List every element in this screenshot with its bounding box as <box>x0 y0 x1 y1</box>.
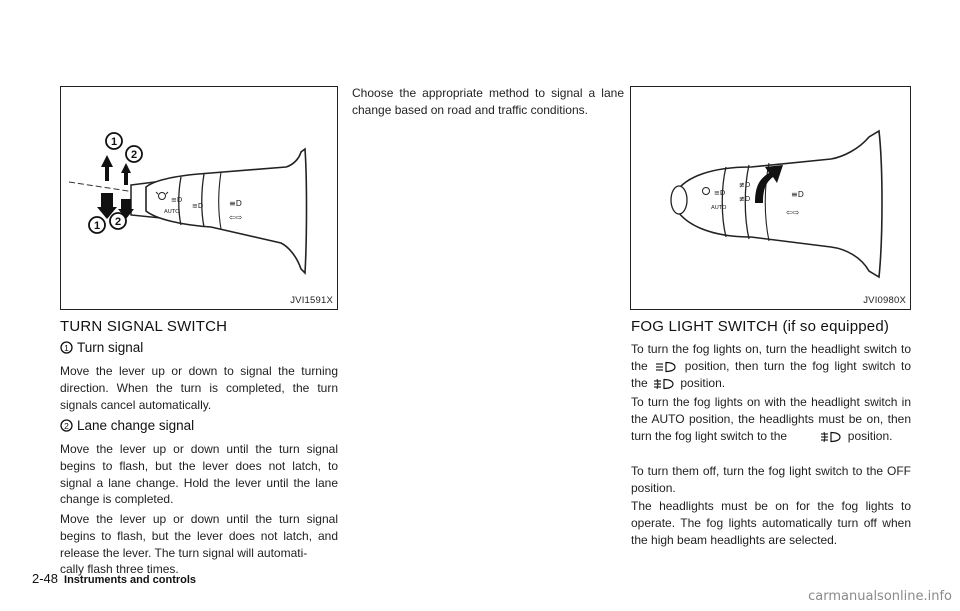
lane-method-paragraph: Choose the appropriate method to signal a lane change based on road and traffic conditions. <box>352 86 624 117</box>
turn-signal-subheading <box>60 340 143 355</box>
turn-signal-paragraph: Move the lever up or down to signal the turning direction. When the turn is completed, the turn signals cancel automatically. <box>60 364 338 412</box>
fog-light-lever-illustration <box>631 87 912 311</box>
svg-text:AUTO: AUTO <box>164 209 180 215</box>
fog-light-icon <box>820 431 842 443</box>
turn-signal-figure <box>60 86 338 310</box>
svg-text:≢D: ≢D <box>739 195 751 203</box>
fog-paragraph-1-text-a: To turn the fog lights on, turn the headlight switch to the <box>631 342 911 373</box>
turn-signal-heading: TURN SIGNAL SWITCH <box>60 318 228 335</box>
svg-text:≡D: ≡D <box>791 190 804 199</box>
svg-text:2: 2 <box>130 149 138 161</box>
fog-paragraph-2 <box>631 394 911 444</box>
chapter-title: Instruments and controls <box>64 574 197 586</box>
figure-code: JVI1591X <box>290 295 333 306</box>
turn-signal-lever-illustration <box>61 87 339 311</box>
fog-light-heading: FOG LIGHT SWITCH (if so equipped) <box>631 318 890 335</box>
figure-code: JVI0980X <box>863 295 906 306</box>
number-1-icon <box>60 341 73 354</box>
svg-text:≡D: ≡D <box>192 202 204 210</box>
headlight-icon <box>655 361 677 373</box>
svg-text:≡D: ≡D <box>229 199 242 208</box>
svg-text:≢D: ≢D <box>739 181 751 189</box>
svg-text:≡D: ≡D <box>171 196 183 204</box>
fog-light-icon <box>653 378 675 390</box>
svg-text:⇦⇨: ⇦⇨ <box>229 213 243 222</box>
svg-text:1: 1 <box>64 343 69 353</box>
callout-1-up <box>104 131 124 151</box>
lane-change-subheading <box>60 418 194 433</box>
fog-paragraph-1 <box>631 341 911 391</box>
fog-light-figure <box>630 86 911 310</box>
number-2-icon <box>60 419 73 432</box>
fog-paragraph-4: The headlights must be on for the fog lights to operate. The fog lights automatically turn off when the high beam headlights are selected. <box>631 499 911 547</box>
svg-text:1: 1 <box>110 136 118 148</box>
callout-2-up <box>124 144 144 164</box>
fog-paragraph-2-text-a: To turn the fog lights on with the headlight switch in the AUTO position, the headlights must be on, then turn the fog light switch to the <box>631 395 911 443</box>
fog-paragraph-1-text-b: position, then turn the fog light switch to the <box>631 358 911 390</box>
svg-text:2: 2 <box>64 421 69 431</box>
svg-text:1: 1 <box>93 220 101 232</box>
fog-paragraph-3: To turn them off, turn the fog light switch to the OFF position. <box>631 464 911 495</box>
watermark: carmanualsonline.info <box>808 589 952 604</box>
lane-change-paragraph-2 <box>60 511 338 578</box>
lane-change-paragraph-2-part-b: cally flash three times. <box>60 562 179 577</box>
svg-text:2: 2 <box>114 216 122 228</box>
fog-paragraph-2-text-b: position. <box>847 428 893 443</box>
lane-change-subheading-text: Lane change signal <box>77 418 195 433</box>
page-footer <box>32 570 196 588</box>
callout-2-down <box>108 211 128 231</box>
svg-text:⇦⇨: ⇦⇨ <box>786 208 800 217</box>
svg-text:AUTO: AUTO <box>711 205 727 211</box>
page-number: 2-48 <box>32 571 59 586</box>
fog-paragraph-1-text-c: position. <box>680 375 726 390</box>
turn-signal-subheading-text: Turn signal <box>77 340 144 355</box>
callout-1-down <box>87 215 107 235</box>
lane-change-paragraph-2-part-a: Move the lever up or down until the turn signal begins to flash, but the lever does not latch, and release the lever. The turn signal will automati- <box>60 512 338 560</box>
lane-change-paragraph-1: Move the lever up or down until the turn signal begins to flash, but the lever does not latch, to signal a lane change. Hold the lever until the lane change is completed. <box>60 442 338 507</box>
svg-text:≡D: ≡D <box>714 189 726 197</box>
